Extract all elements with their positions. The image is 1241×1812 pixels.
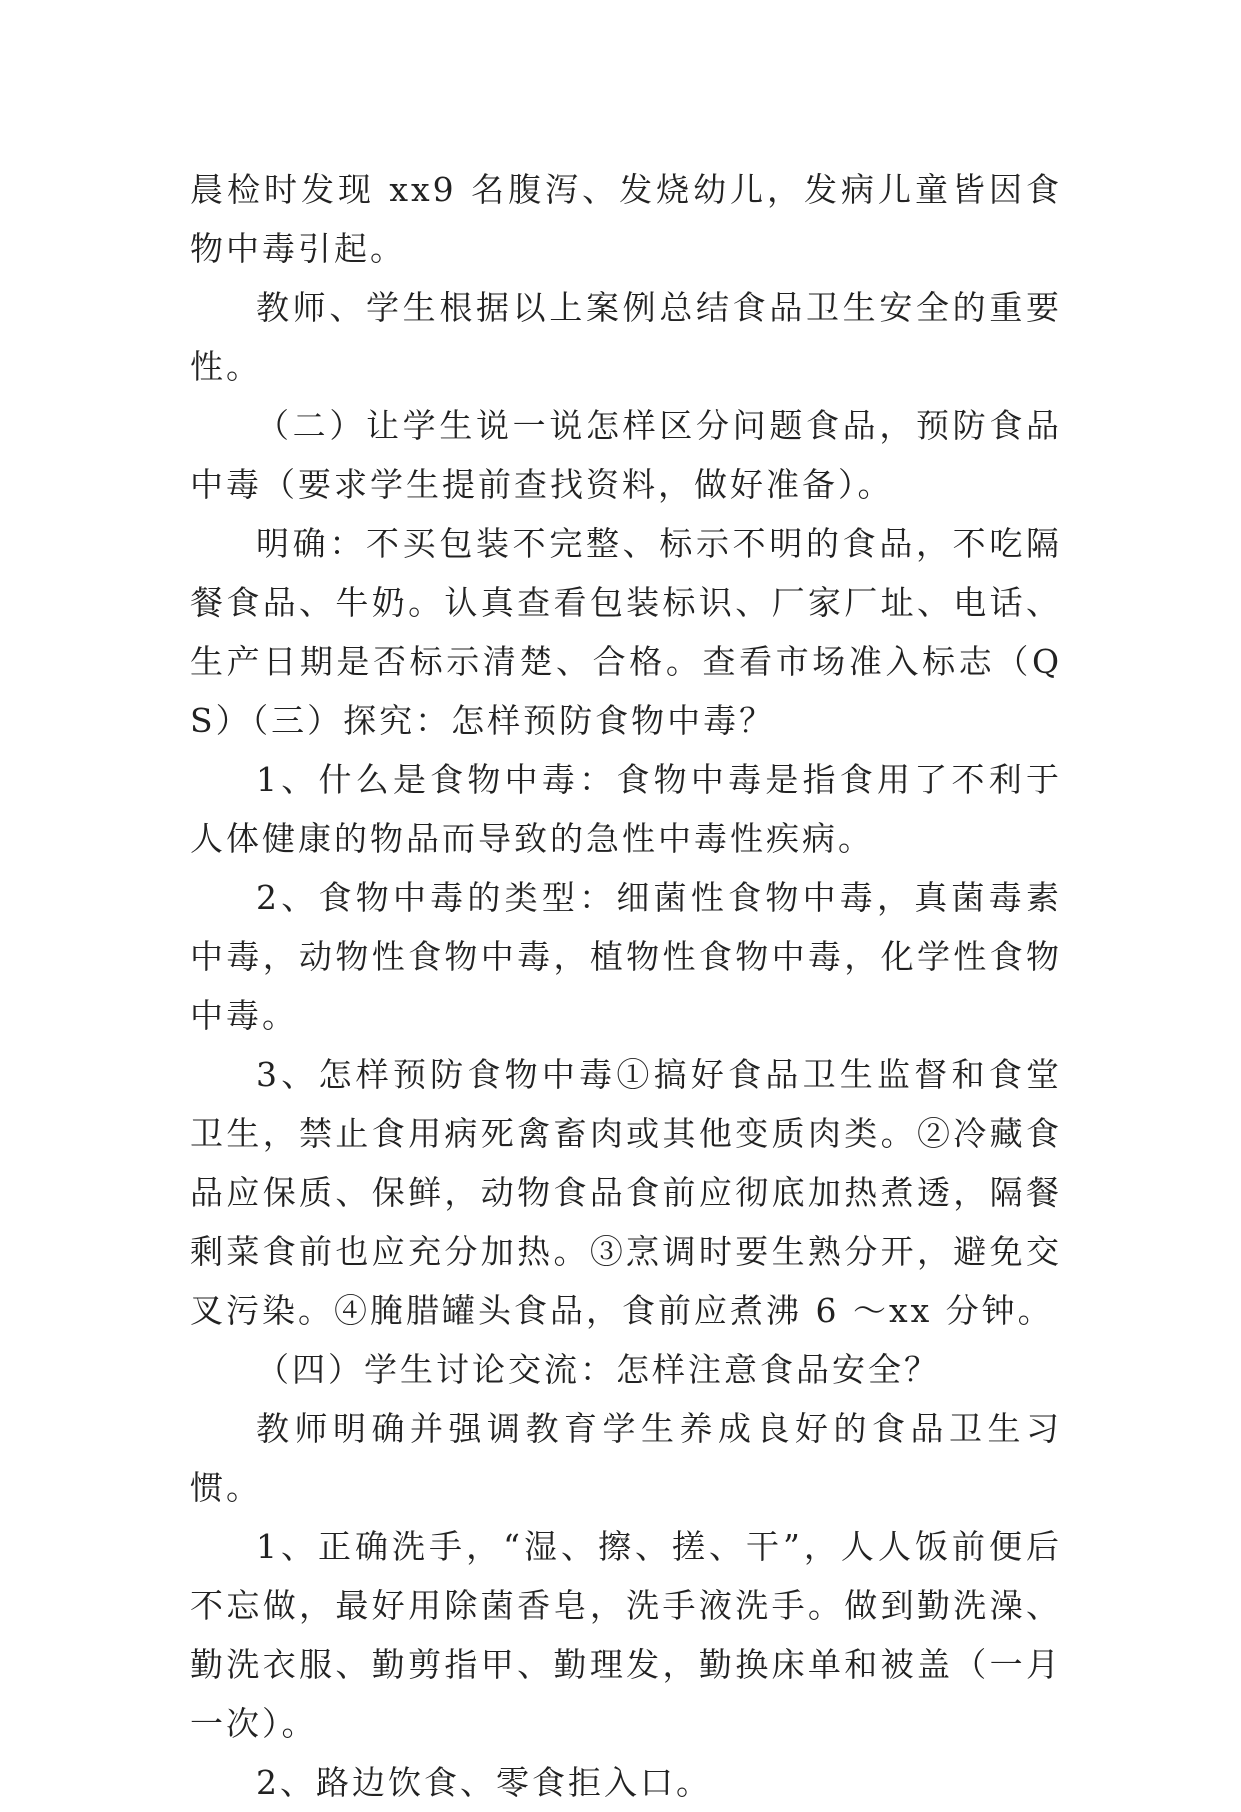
paragraph-7: 3、怎样预防食物中毒①搞好食品卫生监督和食堂卫生，禁止食用病死禽畜肉或其他变质肉类。②冷藏食品应保质、保鲜，动物食品食前应彻底加热煮透，隔餐剩菜食前也应充分加热。③烹调时要生熟分开，避免交叉污染。④腌腊罐头食品，食前应煮沸 6 ～xx 分钟。 <box>190 1055 1062 1330</box>
paragraph-1: 晨检时发现 xx9 名腹泻、发烧幼儿，发病儿童皆因食物中毒引起。 <box>190 170 1062 268</box>
paragraph-3: （二）让学生说一说怎样区分问题食品，预防食品中毒（要求学生提前查找资料，做好准备）。 <box>190 406 1062 504</box>
paragraph-2: 教师、学生根据以上案例总结食品卫生安全的重要性。 <box>190 288 1062 386</box>
paragraph-6: 2、食物中毒的类型：细菌性食物中毒，真菌毒素中毒，动物性食物中毒，植物性食物中毒，化学性食物中毒。 <box>190 878 1062 1035</box>
paragraph-5: 1、什么是食物中毒：食物中毒是指食用了不利于人体健康的物品而导致的急性中毒性疾病。 <box>190 760 1062 858</box>
paragraph-11: 2、路边饮食、零食拒入口。 <box>256 1763 712 1802</box>
paragraph-9: 教师明确并强调教育学生养成良好的食品卫生习惯。 <box>190 1409 1062 1507</box>
paragraph-10: 1、正确洗手，“湿、擦、搓、干”，人人饭前便后不忘做，最好用除菌香皂，洗手液洗手。做到勤洗澡、勤洗衣服、勤剪指甲、勤理发，勤换床单和被盖（一月一次）。 <box>190 1527 1062 1743</box>
paragraph-4: 明确：不买包装不完整、标示不明的食品，不吃隔餐食品、牛奶。认真查看包装标识、厂家厂址、电话、生产日期是否标示清楚、合格。查看市场准入标志（QS）（三）探究：怎样预防食物中毒？ <box>190 524 1062 740</box>
paragraph-8: （四）学生讨论交流：怎样注意食品安全？ <box>256 1350 940 1389</box>
document-body <box>190 160 1062 1812</box>
